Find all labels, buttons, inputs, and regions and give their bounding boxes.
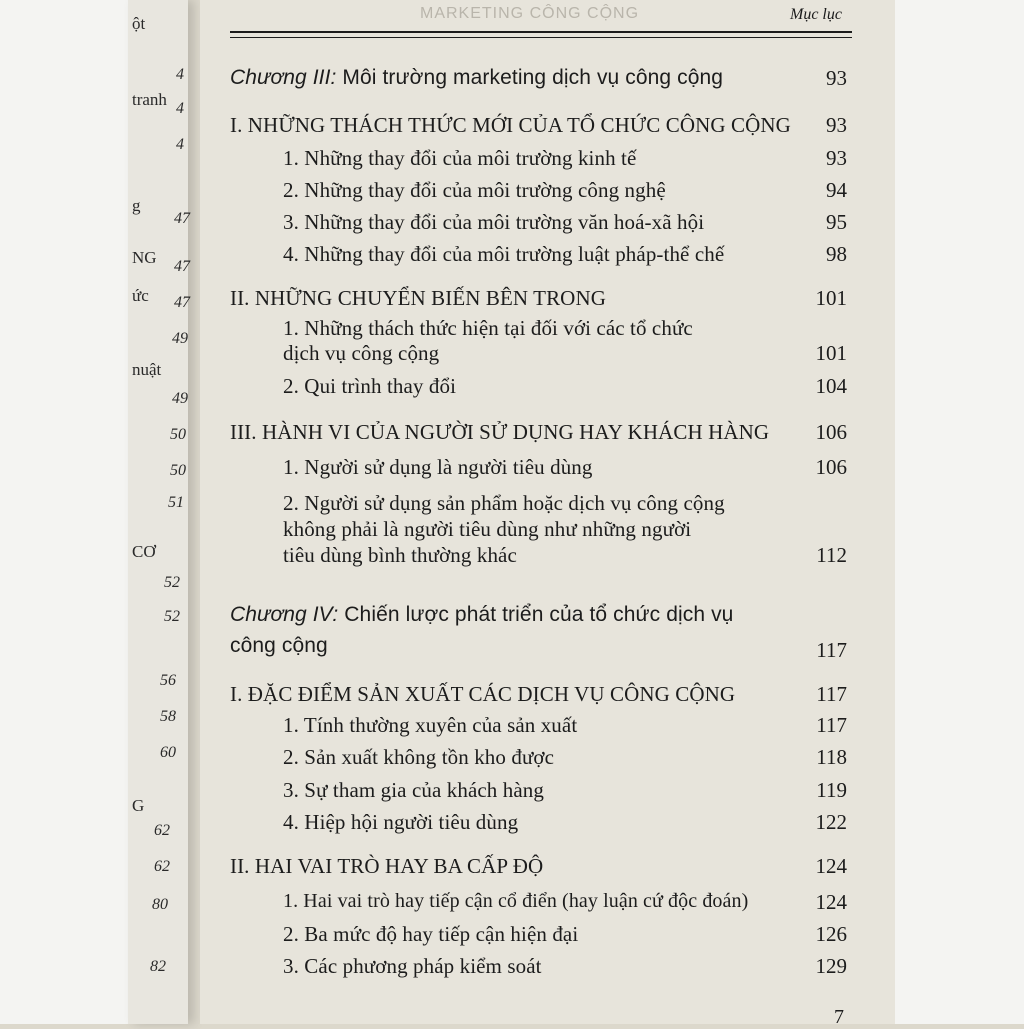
header-rule-thin — [230, 37, 852, 38]
left-number: 49 — [172, 390, 188, 407]
left-fragment: NG — [132, 248, 157, 267]
left-number: 47 — [174, 258, 190, 275]
left-number: 60 — [160, 744, 176, 761]
toc-page-number: 122 — [815, 810, 847, 834]
left-number: 51 — [168, 494, 184, 511]
toc-page-number: 118 — [816, 745, 847, 769]
toc-section-heading: II. NHỮNG CHUYỂN BIẾN BÊN TRONG — [230, 286, 606, 310]
left-background — [0, 0, 132, 1024]
toc-page-number: 117 — [816, 638, 847, 662]
toc-item: 1. Người sử dụng là người tiêu dùng — [283, 455, 593, 479]
left-fragment: tranh — [132, 90, 167, 109]
toc-item: 3. Những thay đổi của môi trường văn hoá-xã hội — [283, 210, 705, 234]
toc-item-continuation: tiêu dùng bình thường khác — [283, 543, 517, 567]
toc-page-number: 129 — [815, 954, 847, 978]
toc-page-number: 117 — [816, 682, 847, 706]
toc-item: 4. Những thay đổi của môi trường luật pháp-thể chế — [283, 242, 725, 266]
left-number: 4 — [176, 100, 184, 117]
page-number: 7 — [834, 1006, 844, 1028]
left-number: 4 — [176, 66, 184, 83]
left-number: 52 — [164, 574, 180, 591]
left-number: 80 — [152, 896, 168, 913]
toc-page-number: 117 — [816, 713, 847, 737]
toc-item: 1. Những thay đổi của môi trường kinh tế — [283, 146, 637, 170]
left-fragment: g — [132, 196, 141, 215]
toc-item-continuation: dịch vụ công cộng — [283, 341, 440, 365]
header-rule-thick — [230, 31, 852, 33]
toc-item: 4. Hiệp hội người tiêu dùng — [283, 810, 519, 834]
toc-item: 3. Các phương pháp kiểm soát — [283, 954, 542, 978]
left-number: 50 — [170, 462, 186, 479]
right-background — [895, 0, 1024, 1024]
left-number: 56 — [160, 672, 176, 689]
toc-chapter-heading: Chương IV: Chiến lược phát triển của tổ chức dịch vụ — [230, 603, 734, 626]
toc-page-number: 126 — [815, 922, 847, 946]
toc-item: 2. Qui trình thay đổi — [283, 374, 457, 398]
toc-page-number: 112 — [816, 543, 847, 567]
running-title: Mục lục — [790, 6, 842, 23]
toc-section-heading: I. NHỮNG THÁCH THỨC MỚI CỦA TỔ CHỨC CÔNG CỘNG — [230, 113, 791, 137]
left-number: 62 — [154, 858, 170, 875]
left-number: 52 — [164, 608, 180, 625]
left-number: 47 — [174, 210, 190, 227]
toc-chapter-heading-continuation: công cộng — [230, 634, 328, 657]
left-number: 62 — [154, 822, 170, 839]
toc-page-number: 124 — [815, 890, 847, 914]
toc-section-heading: III. HÀNH VI CỦA NGƯỜI SỬ DỤNG HAY KHÁCH HÀNG — [230, 420, 770, 444]
left-number: 47 — [174, 294, 190, 311]
toc-item: 2. Ba mức độ hay tiếp cận hiện đại — [283, 922, 579, 946]
toc-page-number: 106 — [815, 420, 847, 444]
toc-page-number: 119 — [816, 778, 847, 802]
toc-page-number: 98 — [826, 242, 847, 266]
toc-item: 1. Tính thường xuyên của sản xuất — [283, 713, 578, 737]
show-through-text: MARKETING CÔNG CỘNG — [420, 5, 640, 22]
left-number: 49 — [172, 330, 188, 347]
toc-item: 1. Những thách thức hiện tại đối với các tổ chức — [283, 316, 693, 340]
toc-item-continuation: không phải là người tiêu dùng như những người — [283, 517, 692, 541]
toc-item: 2. Người sử dụng sản phẩm hoặc dịch vụ công cộng — [283, 491, 725, 515]
left-fragment: G — [132, 796, 145, 815]
left-number: 50 — [170, 426, 186, 443]
toc-page-number: 93 — [826, 113, 847, 137]
left-number: 4 — [176, 136, 184, 153]
left-fragment: ức — [132, 286, 149, 305]
toc-page-number: 106 — [815, 455, 847, 479]
toc-page-number: 101 — [815, 341, 847, 365]
toc-page-number: 104 — [815, 374, 847, 398]
left-fragment: ột — [132, 14, 146, 33]
left-fragment: nuật — [132, 360, 162, 379]
toc-item: 3. Sự tham gia của khách hàng — [283, 778, 544, 802]
toc-item: 2. Những thay đổi của môi trường công nghệ — [283, 178, 666, 202]
toc-page-number: 124 — [815, 854, 847, 878]
toc-page-number: 101 — [815, 286, 847, 310]
left-fragment: CƠ — [132, 542, 156, 561]
toc-item: 2. Sản xuất không tồn kho được — [283, 745, 555, 769]
toc-chapter-heading: Chương III: Môi trường marketing dịch vụ công cộng — [230, 66, 724, 89]
toc-page-number: 93 — [826, 66, 847, 90]
left-number: 82 — [150, 958, 166, 975]
toc-page-number: 95 — [826, 210, 847, 234]
toc-section-heading: II. HAI VAI TRÒ HAY BA CẤP ĐỘ — [230, 854, 544, 878]
toc-item: 1. Hai vai trò hay tiếp cận cổ điển (hay luận cứ độc đoán) — [283, 890, 749, 912]
toc-section-heading: I. ĐẶC ĐIỂM SẢN XUẤT CÁC DỊCH VỤ CÔNG CỘNG — [230, 682, 736, 706]
toc-page-number: 94 — [826, 178, 847, 202]
toc-page-number: 93 — [826, 146, 847, 170]
left-number: 58 — [160, 708, 176, 725]
